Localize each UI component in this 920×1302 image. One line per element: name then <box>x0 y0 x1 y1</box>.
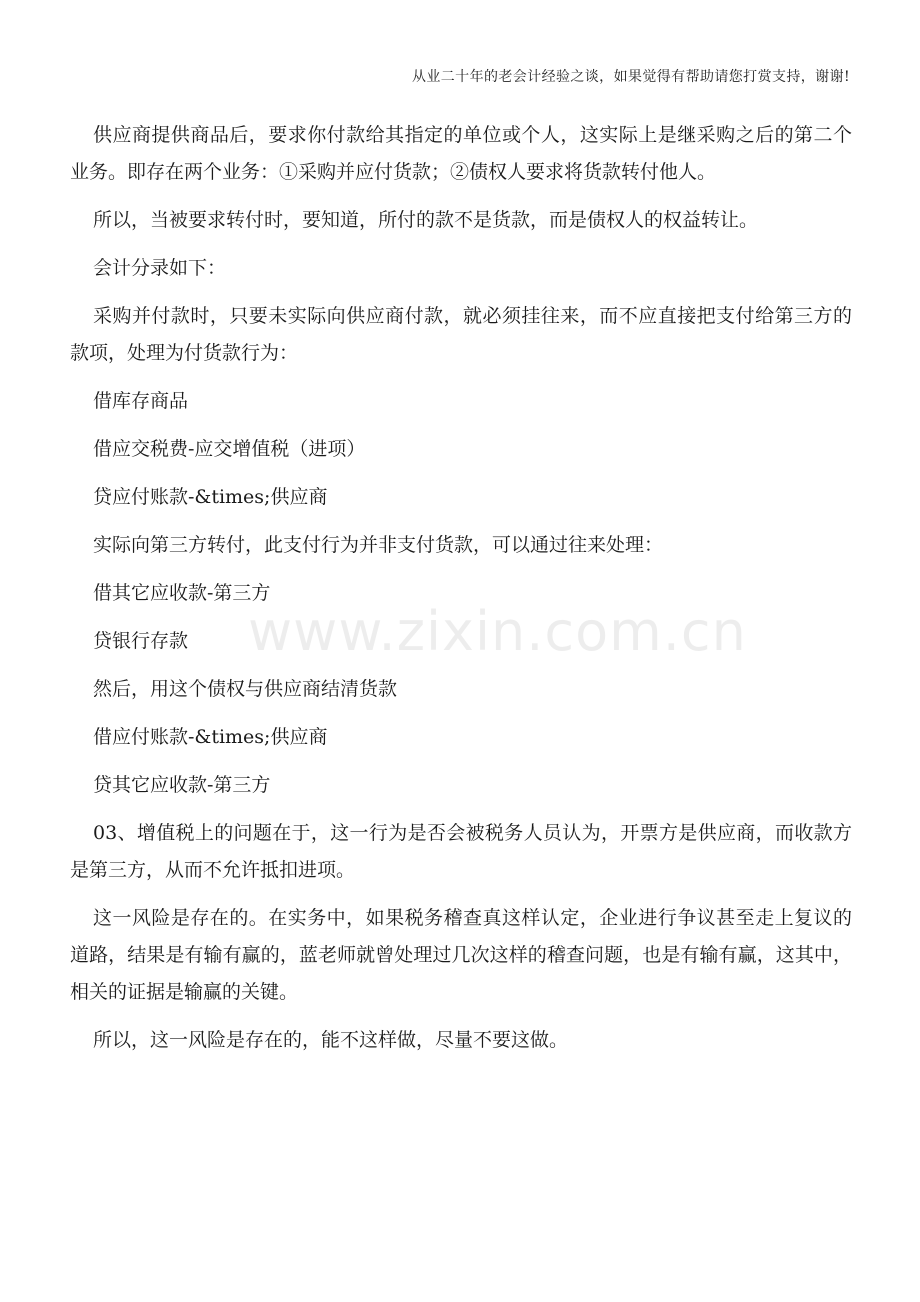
paragraph: 这一风险是存在的。在实务中，如果税务稽查真这样认定，企业进行争议甚至走上复议的道路，结果是有输有赢的，蓝老师就曾处理过几次这样的稽查问题，也是有输有赢，这其中，相关的证据是输赢的关键。 <box>70 907 852 1003</box>
paragraph: 03、增值税上的问题在于，这一行为是否会被税务人员认为，开票方是供应商，而收款方是第三方，从而不允许抵扣进项。 <box>70 822 852 881</box>
journal-entry-line: 借应付账款-&times;供应商 <box>93 726 328 748</box>
journal-entry-line: 借其它应收款-第三方 <box>93 582 271 604</box>
header-note: 从业二十年的老会计经验之谈，如果觉得有帮助请您打赏支持，谢谢! <box>411 69 850 85</box>
paragraph: 所以，这一风险是存在的，能不这样做，尽量不要这做。 <box>93 1029 569 1051</box>
paragraph: 然后，用这个债权与供应商结清货款 <box>93 678 398 700</box>
journal-entry-line: 贷应付账款-&times;供应商 <box>93 486 328 508</box>
paragraph: 采购并付款时，只要未实际向供应商付款，就必须挂往来，而不应直接把支付给第三方的款项，处理为付货款行为： <box>70 305 852 364</box>
journal-entry-line: 借库存商品 <box>93 390 189 412</box>
paragraph: 实际向第三方转付，此支付行为并非支付货款，可以通过往来处理： <box>93 534 664 556</box>
watermark-text: www.zixin.com.cn <box>248 600 747 663</box>
journal-entry-line: 贷银行存款 <box>93 630 189 652</box>
journal-entry-line: 借应交税费-应交增值税（进项） <box>93 438 366 460</box>
paragraph: 会计分录如下： <box>93 257 227 279</box>
paragraph: 所以，当被要求转付时，要知道，所付的款不是货款，而是债权人的权益转让。 <box>93 209 759 231</box>
document-body <box>70 117 852 1070</box>
paragraph: 供应商提供商品后，要求你付款给其指定的单位或个人，这实际上是继采购之后的第二个业务。即存在两个业务：①采购并应付货款；②债权人要求将货款转付他人。 <box>70 124 852 183</box>
journal-entry-line: 贷其它应收款-第三方 <box>93 774 271 796</box>
